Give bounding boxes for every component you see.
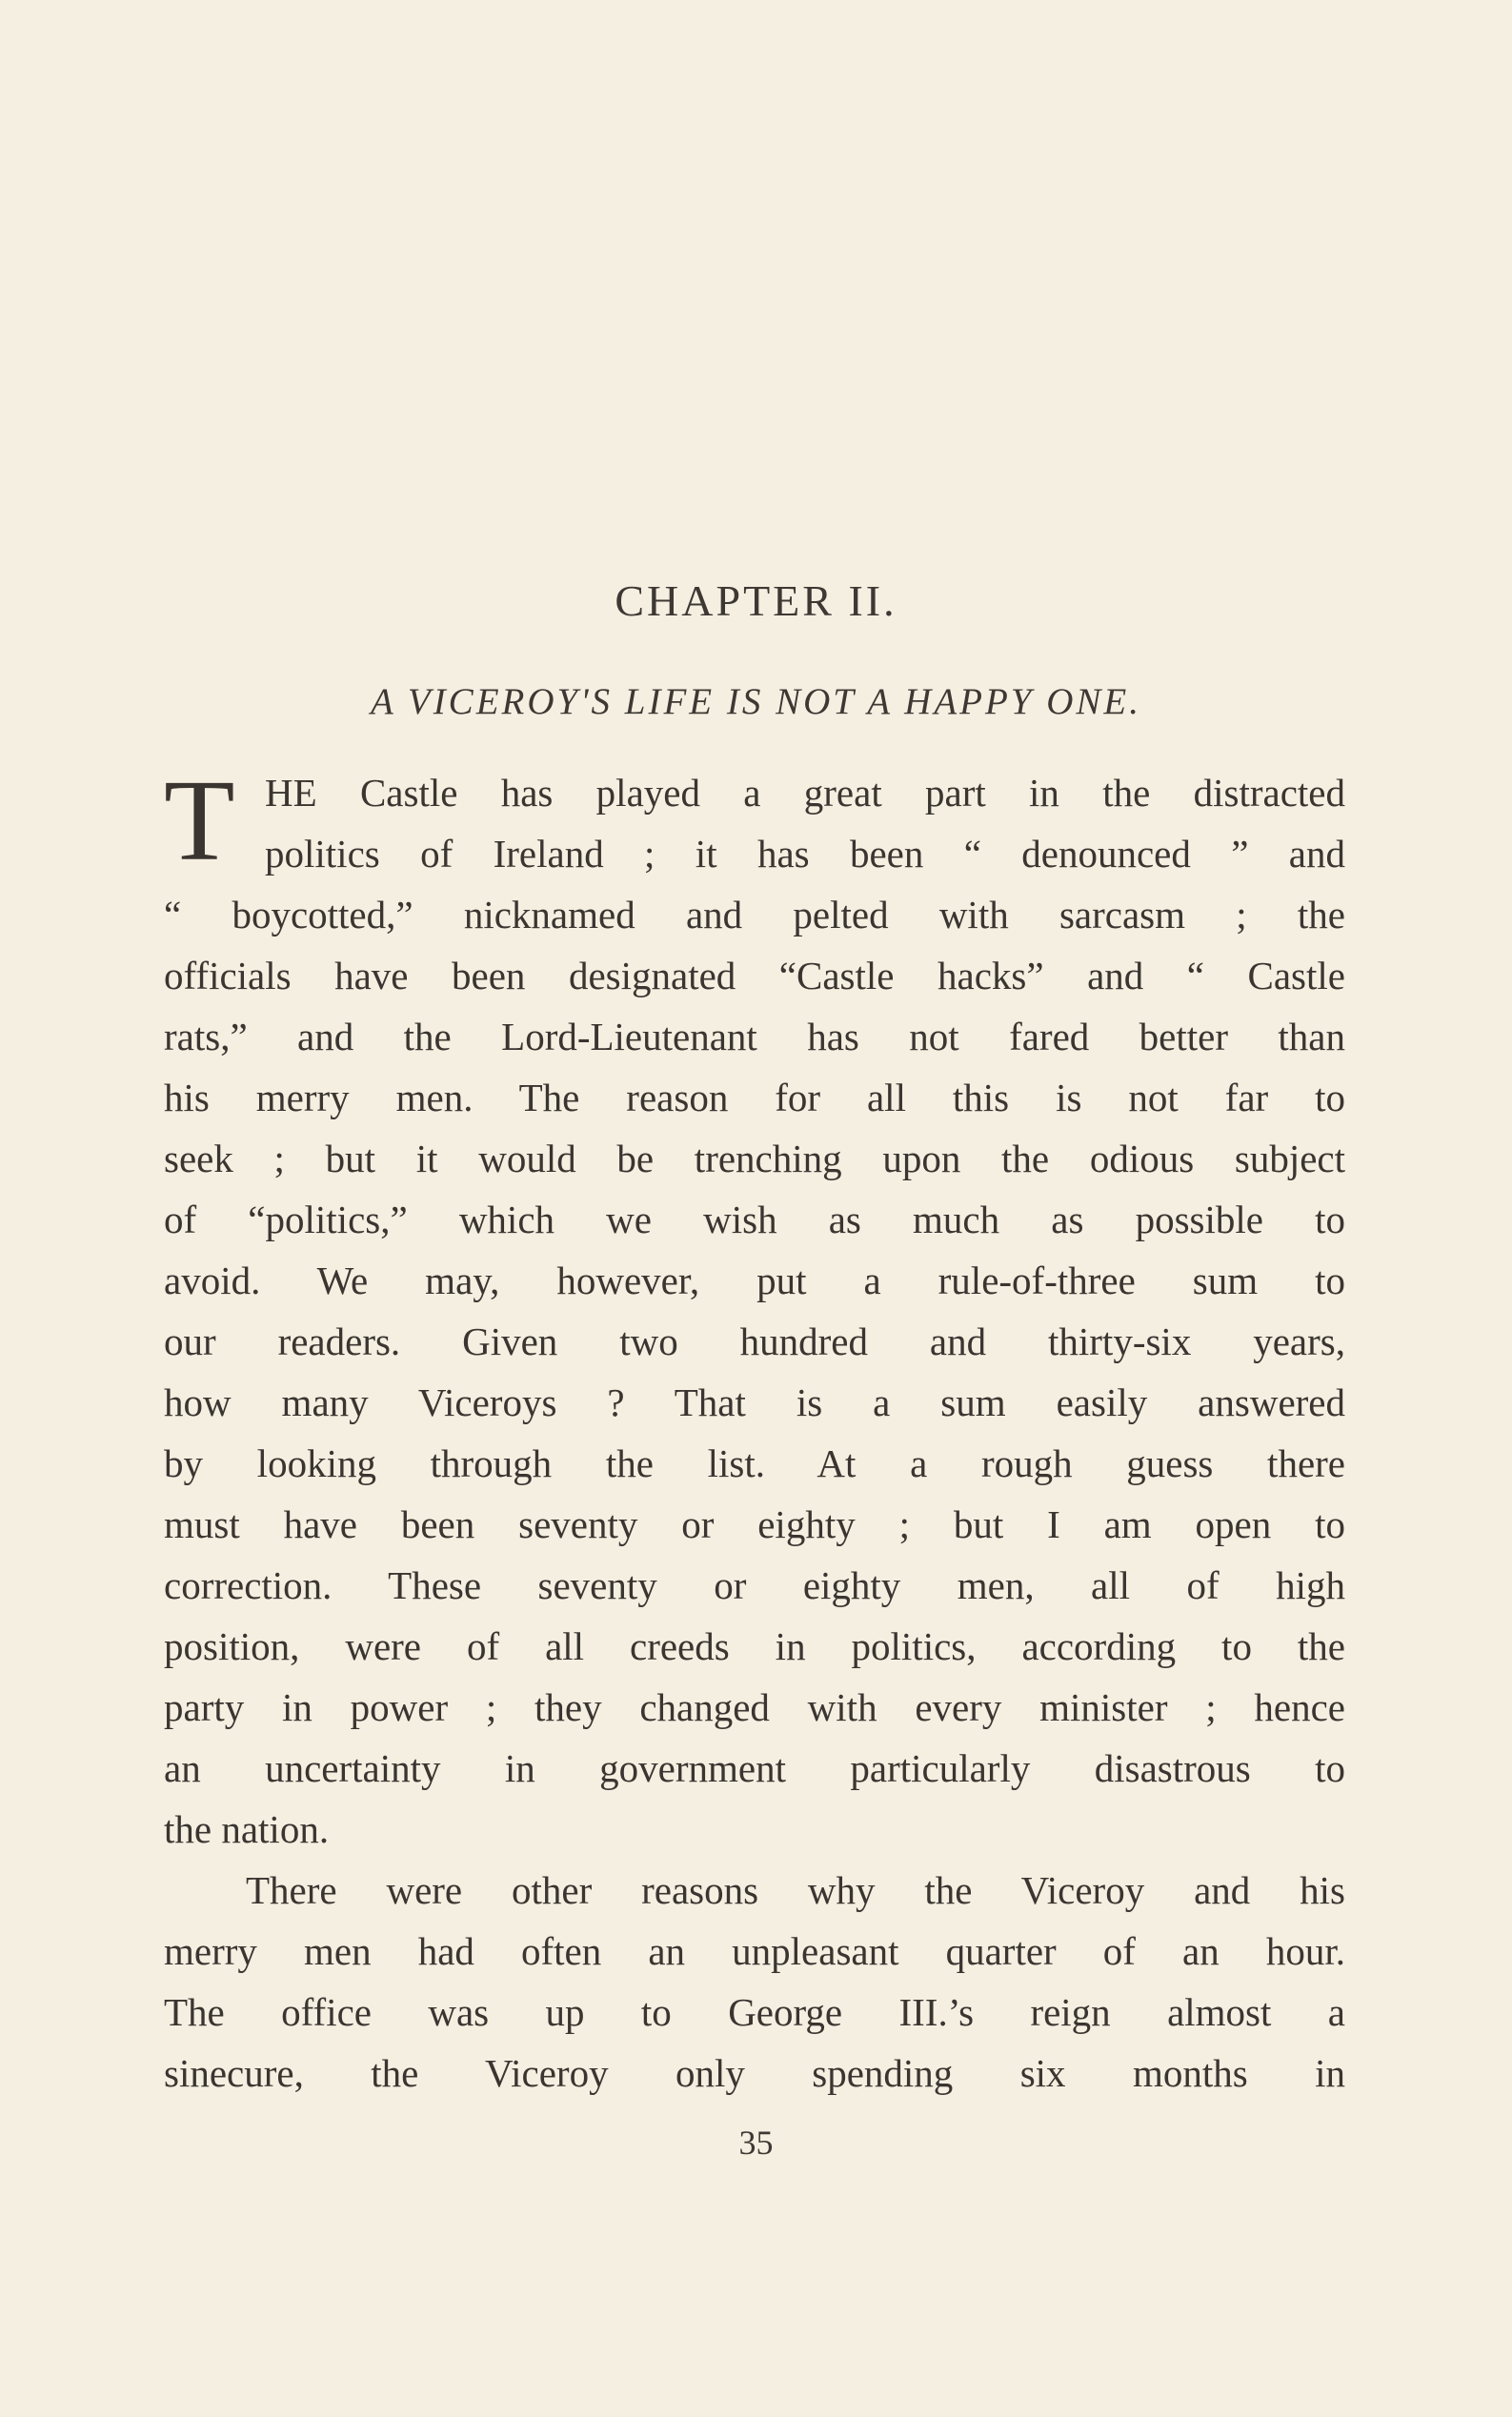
text-line: merry men had often an unpleasant quarter of an hour. [164,1929,1345,1973]
text-line: politics of Ireland ; it has been “ denounced ” and [265,832,1345,876]
text-line: party in power ; they changed with every minister ; hence [164,1685,1345,1729]
text-line: officials have been designated “Castle hacks” and “ Castle [164,954,1345,997]
text-line: There were other reasons why the Viceroy and his [246,1868,1345,1912]
text-line: our readers. Given two hundred and thirty-six years, [164,1319,1345,1363]
text-line: sinecure, the Viceroy only spending six months in [164,2051,1345,2095]
page-number: 35 [738,2124,774,2162]
drop-cap-block [164,756,1345,885]
text-line: seek ; but it would be trenching upon the odious subject [164,1137,1345,1180]
text-line: the nation. [164,1807,330,1851]
text-line: an uncertainty in government particularly disastrous to [164,1746,1345,1790]
text-line: rats,” and the Lord-Lieutenant has not fared better than [164,1015,1345,1058]
text-line: The office was up to George III.’s reign almost a [164,1990,1345,2034]
text-line: how many Viceroys ? That is a sum easily answered [164,1380,1345,1424]
paragraph-2 [164,1860,1345,2104]
text-line: must have been seventy or eighty ; but I am open to [164,1502,1345,1546]
text-line: of “politics,” which we wish as much as possible to [164,1198,1345,1241]
text-line: correction. These seventy or eighty men, all of high [164,1563,1345,1607]
chapter-subtitle: A VICEROY'S LIFE IS NOT A HAPPY ONE. [371,681,1141,722]
text-line: position, were of all creeds in politics, according to the [164,1624,1345,1668]
text-line: “ boycotted,” nicknamed and pelted with sarcasm ; the [164,893,1345,937]
drop-cap: T [164,756,235,885]
text-line: his merry men. The reason for all this is not far to [164,1076,1345,1119]
text-line: avoid. We may, however, put a rule-of-three sum to [164,1259,1345,1302]
chapter-heading: CHAPTER II. [615,576,897,625]
paragraph-1 [164,756,1345,1860]
text-line: by looking through the list. At a rough guess there [164,1441,1345,1485]
body-text [164,756,1345,2104]
text-line: HE Castle has played a great part in the distracted [265,771,1345,815]
